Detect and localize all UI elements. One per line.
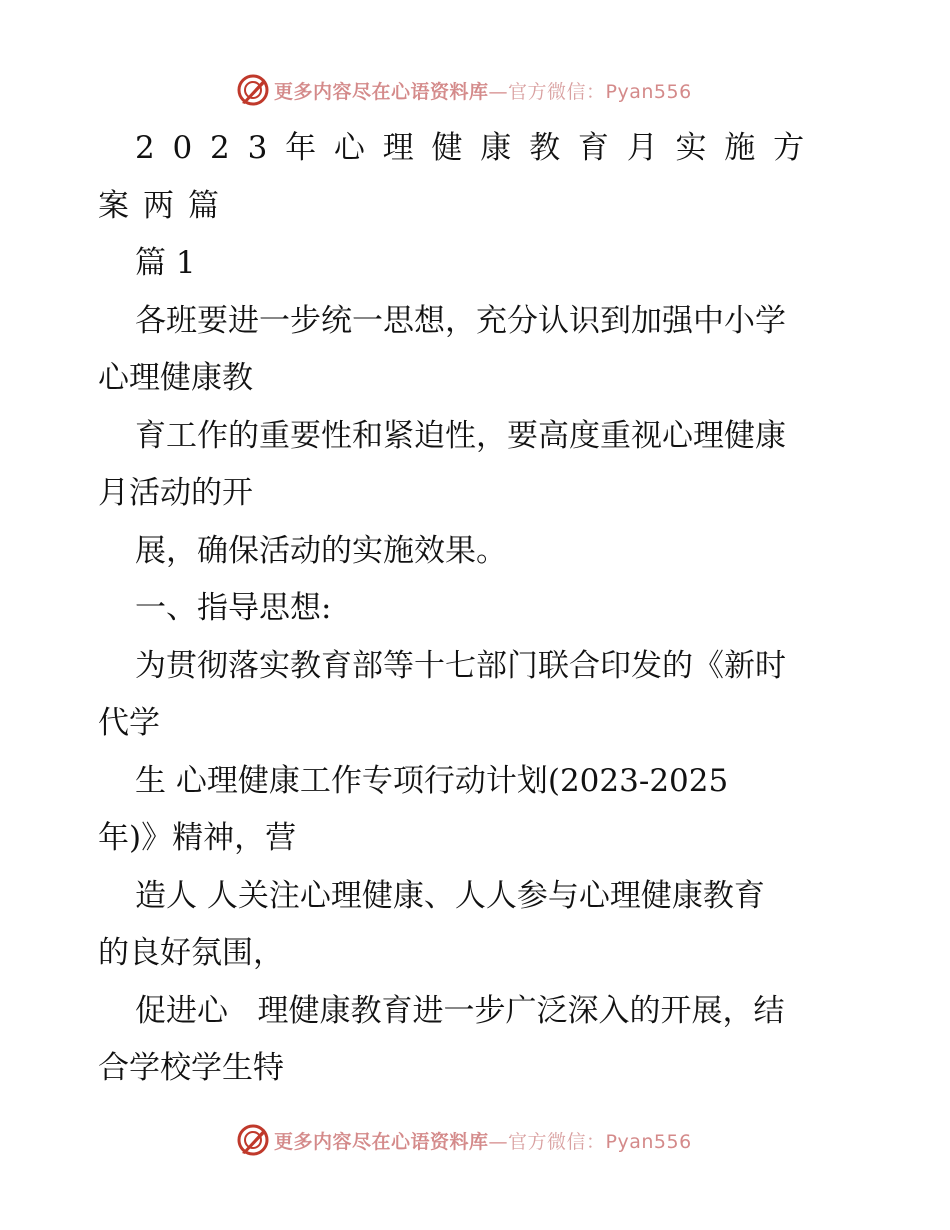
paragraph-line: 年)》精神，营	[98, 820, 297, 856]
paragraph-line: 为贯彻落实教育部等十七部门联合印发的《新时	[135, 647, 786, 684]
paragraph-line: 育工作的重要性和紧迫性，要高度重视心理健康	[135, 417, 786, 454]
subheading: 一、指导思想:	[135, 590, 332, 626]
paragraph-line: 展，确保活动的实施效果。	[135, 532, 507, 569]
footer-watermark	[236, 1123, 692, 1157]
document-title-line-2: 案两篇	[98, 187, 233, 224]
paragraph-line: 月活动的开	[98, 475, 253, 511]
paragraph-line: 各班要进一步统一思想，充分认识到加强中小学	[135, 302, 786, 339]
paragraph-line: 的良好氛围，	[98, 935, 284, 971]
paragraph-line: 促进心 理健康教育进一步广泛深入的开展，结	[135, 992, 785, 1029]
document-page	[98, 120, 858, 1098]
document-title-line-1: 2023年心理健康教育月实施方	[135, 130, 822, 166]
watermark-text: 更多内容尽在心语资料库—官方微信：Pyan556	[274, 80, 692, 103]
header-watermark	[236, 73, 692, 107]
paragraph-line: 合学校学生特	[98, 1050, 284, 1086]
paragraph-line: 代学	[98, 705, 160, 741]
quill-logo-icon	[236, 1123, 270, 1157]
paragraph-line: 造人 人关注心理健康、人人参与心理健康教育	[135, 877, 765, 914]
section-heading: 篇 1	[135, 245, 196, 281]
paragraph-line: 心理健康教	[98, 360, 253, 396]
quill-logo-icon	[236, 73, 270, 107]
paragraph-line: 生 心理健康工作专项行动计划(2023-2025	[135, 762, 729, 799]
watermark-text: 更多内容尽在心语资料库—官方微信：Pyan556	[274, 1130, 692, 1153]
